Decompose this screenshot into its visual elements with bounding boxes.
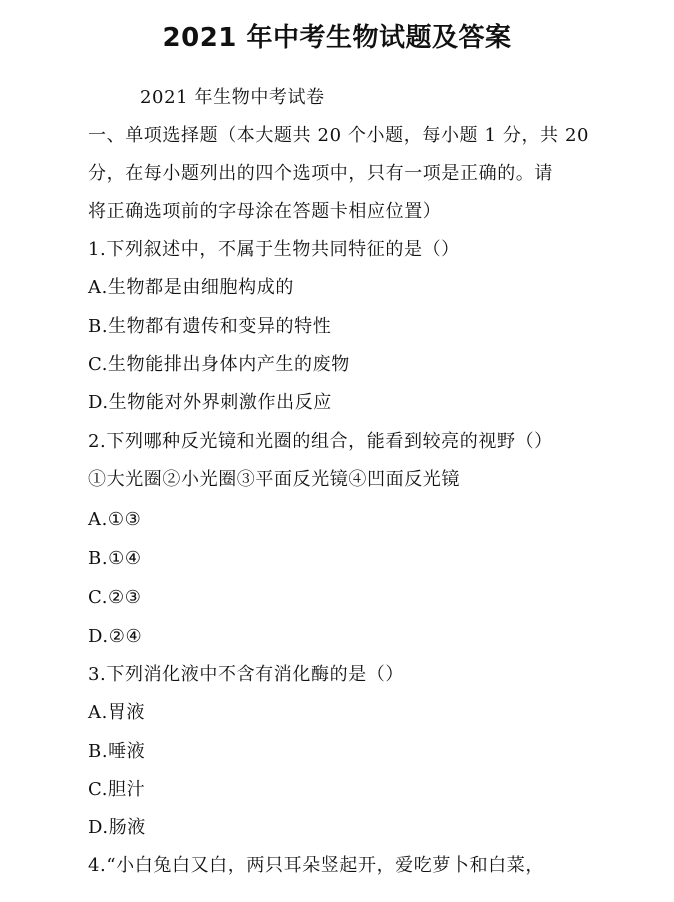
question-4-stem: 4.“小白兔白又白，两只耳朵竖起开，爱吃萝卜和白菜，	[88, 855, 544, 876]
document-title: 2021 年中考生物试题及答案	[162, 23, 512, 53]
question-3-option-a: A.胃液	[88, 702, 146, 723]
question-1-option-c: C.生物能排出身体内产生的废物	[88, 354, 350, 375]
question-2-statement: ①大光圈②小光圈③平面反光镜④凹面反光镜	[88, 469, 460, 490]
question-1-option-d: D.生物能对外界刺激作出反应	[88, 392, 332, 413]
question-1-option-a: A.生物都是由细胞构成的	[88, 277, 294, 298]
section-intro-line: 分，在每小题列出的四个选项中，只有一项是正确的。请	[88, 163, 553, 184]
question-2-option-d: D.②④	[88, 626, 143, 647]
question-3-option-b: B.唾液	[88, 741, 146, 762]
exam-subtitle: 2021 年生物中考试卷	[140, 87, 325, 108]
question-3-option-d: D.肠液	[88, 817, 146, 838]
question-2-option-c: C.②③	[88, 587, 142, 608]
section-intro-line: 一、单项选择题（本大题共 20 个小题，每小题 1 分，共 20	[88, 125, 590, 146]
question-2-stem: 2.下列哪种反光镜和光圈的组合，能看到较亮的视野（）	[88, 431, 553, 452]
question-2-option-b: B.①④	[88, 548, 142, 569]
question-3-option-c: C.胆汁	[88, 779, 146, 800]
question-3-stem: 3.下列消化液中不含有消化酶的是（）	[88, 664, 404, 685]
question-1-stem: 1.下列叙述中，不属于生物共同特征的是（）	[88, 239, 460, 260]
section-intro-line: 将正确选项前的字母涂在答题卡相应位置）	[88, 201, 442, 222]
question-1-option-b: B.生物都有遗传和变异的特性	[88, 316, 332, 337]
question-2-option-a: A.①③	[88, 509, 142, 530]
